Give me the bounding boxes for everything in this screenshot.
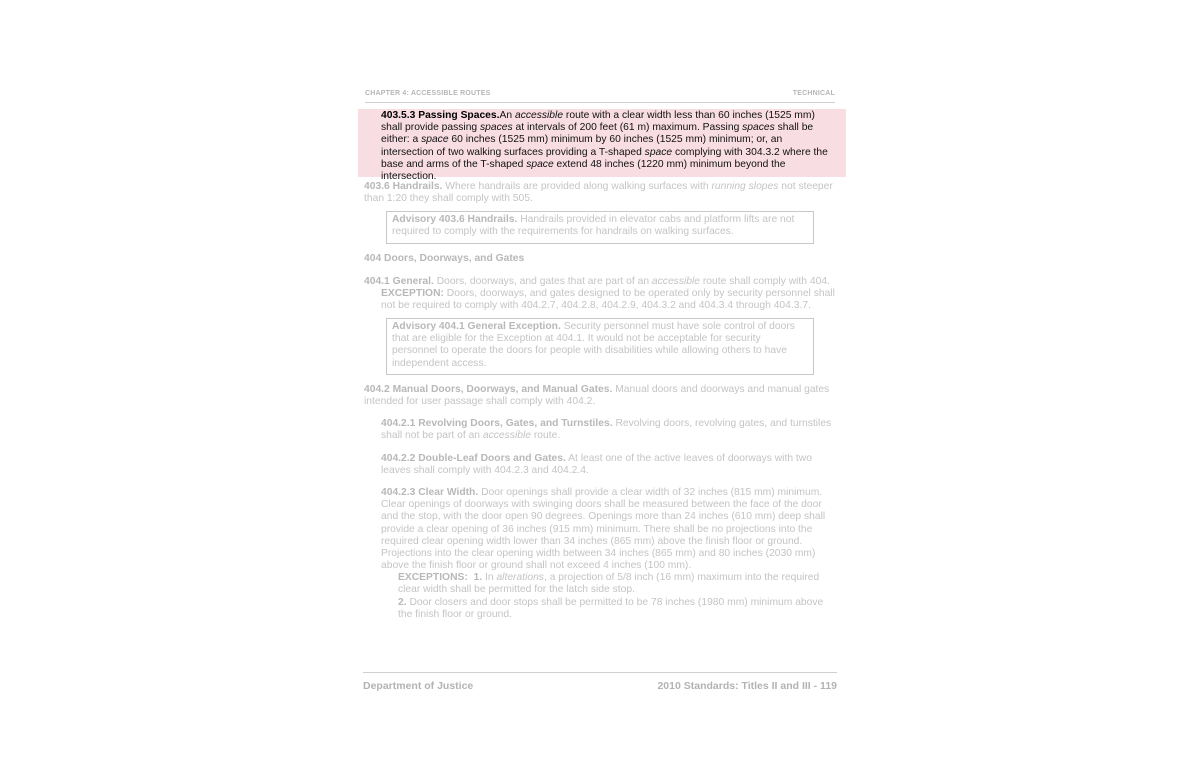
header-chapter: CHAPTER 4: ACCESSIBLE ROUTES [365, 90, 491, 97]
defined-term: accessible [514, 110, 564, 121]
text-run: at intervals of 200 feet (61 m) maximum. Passing [512, 122, 743, 134]
section-title: 404.2.3 Clear Width. [381, 487, 479, 498]
section-404-2 [364, 384, 836, 408]
chapter-heading: 404 Doors, Doorways, and Gates [364, 253, 525, 264]
exception-number: 1. [473, 572, 483, 583]
text-run: route shall comply with 404. [700, 276, 830, 287]
exception-title: EXCEPTION: [381, 288, 444, 299]
text-run: In [482, 572, 497, 583]
text-run: route. [530, 430, 561, 442]
section-404-heading [364, 253, 836, 265]
text-run: , a projection of 5/8 inch (16 mm) maximum into the required clear width shall be permitted for the latch side stop. [398, 572, 820, 596]
text-run: Revolving doors, revolving gates, and turnstiles shall not be part of an [381, 418, 832, 442]
defined-term: accessible [651, 276, 700, 287]
section-title: 403.5.3 Passing Spaces. [381, 110, 500, 121]
section-title: 404.2 Manual Doors, Doorways, and Manual Gates. [364, 384, 613, 395]
footer-page-number: 2010 Standards: Titles II and III - 119 [657, 680, 837, 692]
document-page [358, 84, 846, 704]
section-403-6 [364, 181, 836, 205]
exception-title: EXCEPTIONS: [398, 572, 468, 583]
section-403-5-3 [381, 110, 833, 183]
exception-404-2-3-2 [398, 597, 836, 621]
advisory-text: Security personnel must have sole control of doors that are eligible for the Exception at 404.1. It would not be acceptable for security personnel to operate the doors for people with disabilities while allowing others to have independent access. [392, 321, 795, 369]
defined-term: running slopes [711, 181, 779, 192]
exception-404-1 [381, 288, 836, 312]
page-footer [363, 672, 837, 692]
text-run: extend 48 inches (1220 mm) minimum beyond the intersection. [381, 158, 786, 183]
section-404-1 [364, 276, 836, 288]
defined-term: accessible [482, 430, 531, 442]
text-run: complying with 304.3.2 where the base and arms of the T-shaped [381, 146, 828, 170]
advisory-title: Advisory 404.1 General Exception. [392, 321, 561, 332]
exception-text: Doors, doorways, and gates designed to be operated only by security personnel shall not be required to comply with 404.2.7, 404.2.8, 404.2.9, 404.3.2 and 404.3.4 through 404.3.7. [381, 288, 835, 312]
text-run: An [499, 110, 515, 121]
section-text: Door openings shall provide a clear width of 32 inches (815 mm) minimum. Clear openings of doorways with swinging doors shall be measured between the face of the door and the stop, with the door open 90 degrees. Openings more than 24 inches (610 mm) deep shall provide a clear opening of 36 inches (915 mm) minimum. There shall be no projections into the required clear opening width lower than 34 inches (865 mm) above the finish floor or ground. Projections into the clear opening width between 34 inches (865 mm) and 80 inches (2030 mm) above the finish floor or ground shall not exceed 4 inches (100 mm). [381, 487, 826, 572]
section-text: Manual doors and doorways and manual gates intended for user passage shall comply with 404.2. [364, 384, 830, 408]
section-title: 404.2.1 Revolving Doors, Gates, and Turnstiles. [381, 418, 613, 429]
text-run: route with a clear width less than 60 inches (1525 mm) shall provide passing [381, 110, 815, 134]
advisory-text: Handrails provided in elevator cabs and platform lifts are not required to comply with the requirements for handrails on walking surfaces. [392, 214, 795, 238]
text-run: Doors, doorways, and gates that are part of an [433, 276, 652, 287]
header-section: TECHNICAL [792, 90, 835, 97]
text-run: Where handrails are provided along walking surfaces with [442, 181, 712, 192]
defined-term: space [644, 146, 673, 158]
section-title: 403.6 Handrails. [364, 181, 443, 192]
running-header [365, 90, 835, 103]
advisory-title: Advisory 403.6 Handrails. [392, 214, 518, 225]
defined-term: alterations [496, 572, 544, 583]
defined-term: spaces [742, 122, 775, 134]
defined-term: spaces [480, 122, 513, 134]
text-run: not steeper than 1:20 they shall comply with 505. [364, 181, 833, 205]
section-title: 404.2.2 Double-Leaf Doors and Gates. [381, 453, 566, 464]
section-404-2-1 [381, 418, 836, 442]
section-title: 404.1 General. [364, 276, 434, 287]
advisory-403-6 [386, 211, 814, 244]
text-run: shall be either: a [381, 122, 814, 146]
text-run: 60 inches (1525 mm) minimum by 60 inches (1525 mm) minimum; or, an intersection of two walking surfaces providing a T-shaped [381, 134, 783, 158]
exception-number: 2. [398, 597, 407, 608]
advisory-404-1 [386, 318, 814, 375]
section-404-2-3 [381, 487, 836, 572]
exception-text: Door closers and door stops shall be permitted to be 78 inches (1980 mm) minimum above the finish floor or ground. [398, 597, 824, 621]
exception-404-2-3-1 [398, 572, 836, 596]
section-text: At least one of the active leaves of doorways with two leaves shall comply with 404.2.3 and 404.2.4. [381, 453, 812, 477]
footer-agency: Department of Justice [363, 680, 474, 692]
defined-term: space [421, 134, 449, 146]
section-404-2-2 [381, 453, 836, 477]
defined-term: space [526, 158, 554, 170]
